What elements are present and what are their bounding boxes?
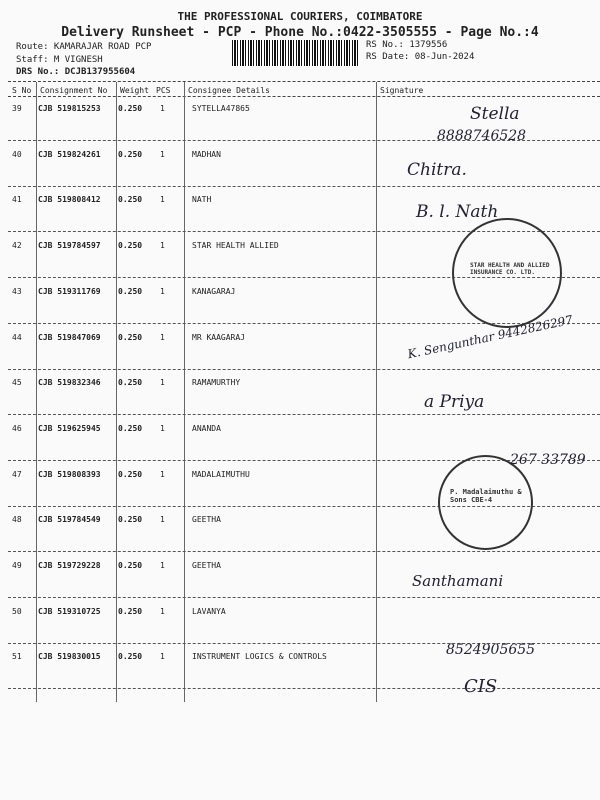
signature-51: CIS bbox=[464, 676, 498, 697]
drs-number: DRS No.: DCJB137955604 bbox=[16, 67, 136, 77]
consignment-number: CJB 519729228 bbox=[38, 561, 101, 570]
consignment-number: CJB 519625945 bbox=[38, 423, 101, 433]
sno: 43 bbox=[12, 286, 22, 296]
consignee-name: KANAGARAJ bbox=[192, 286, 236, 296]
weight: 0.250 bbox=[118, 195, 143, 205]
signature-45: a Priya bbox=[424, 392, 485, 412]
weight: 0.250 bbox=[118, 469, 143, 479]
sno: 47 bbox=[12, 469, 22, 479]
weight: 0.250 bbox=[118, 606, 143, 616]
pcs: 1 bbox=[160, 561, 165, 570]
runsheet-subtitle: Delivery Runsheet - PCP - Phone No.:0422-3505555 - Page No.:4 bbox=[61, 25, 539, 40]
pcs: 1 bbox=[160, 195, 165, 205]
consignment-number: CJB 519830015 bbox=[38, 652, 101, 662]
sno: 46 bbox=[12, 423, 22, 433]
col-header-pcs: PCS bbox=[156, 86, 171, 95]
row-divider bbox=[8, 688, 600, 689]
pcs: 1 bbox=[160, 606, 165, 616]
consignment-number: CJB 519310725 bbox=[38, 606, 101, 616]
row-divider bbox=[8, 597, 600, 598]
sno: 40 bbox=[12, 149, 22, 159]
consignment-number: CJB 519784597 bbox=[38, 241, 101, 251]
weight: 0.250 bbox=[118, 561, 143, 570]
table-row bbox=[8, 150, 600, 195]
signature-50: 8524905655 bbox=[446, 642, 536, 658]
barcode-image bbox=[232, 40, 360, 66]
sno: 48 bbox=[12, 515, 22, 525]
col-header-sno: S No bbox=[12, 86, 32, 95]
weight: 0.250 bbox=[118, 652, 143, 662]
header-divider bbox=[8, 81, 600, 82]
pcs: 1 bbox=[160, 469, 165, 479]
consignee-name: SYTELLA47865 bbox=[192, 104, 250, 113]
table-row bbox=[8, 652, 600, 697]
sno: 50 bbox=[12, 606, 22, 616]
table-row bbox=[8, 378, 600, 423]
consignment-number: CJB 519832346 bbox=[38, 378, 101, 388]
consignee-name: LAVANYA bbox=[192, 606, 226, 616]
pcs: 1 bbox=[160, 515, 165, 525]
signature-41: B. l. Nath bbox=[416, 202, 499, 222]
weight: 0.250 bbox=[118, 378, 143, 388]
weight: 0.250 bbox=[118, 423, 143, 433]
pcs: 1 bbox=[160, 378, 165, 388]
sno: 44 bbox=[12, 332, 22, 342]
col-header-signature: Signature bbox=[380, 86, 424, 95]
stamp-text: P. Madalaimuthu & Sons CBE-4 bbox=[450, 488, 522, 504]
pcs: 1 bbox=[160, 149, 165, 159]
pcs: 1 bbox=[160, 286, 165, 296]
consignment-number: CJB 519808412 bbox=[38, 195, 101, 205]
rs-date: RS Date: 08-Jun-2024 bbox=[366, 52, 475, 62]
consignee-name: MR KAAGARAJ bbox=[192, 332, 245, 342]
row-divider bbox=[8, 414, 600, 415]
pcs: 1 bbox=[160, 241, 165, 251]
sno: 49 bbox=[12, 561, 22, 570]
row-divider bbox=[8, 551, 600, 552]
row-divider bbox=[8, 369, 600, 370]
consignment-number: CJB 519847069 bbox=[38, 332, 101, 342]
consignee-name: STAR HEALTH ALLIED bbox=[192, 241, 279, 251]
table-row bbox=[8, 561, 600, 606]
pcs: 1 bbox=[160, 104, 165, 113]
rs-number: RS No.: 1379556 bbox=[366, 40, 448, 50]
weight: 0.250 bbox=[118, 332, 143, 342]
pcs: 1 bbox=[160, 332, 165, 342]
consignment-number: CJB 519808393 bbox=[38, 469, 101, 479]
signature-39-phone: 8888746528 bbox=[437, 128, 527, 144]
sno: 42 bbox=[12, 241, 22, 251]
row-divider bbox=[8, 186, 600, 187]
consignee-name: GEETHA bbox=[192, 515, 221, 525]
sno: 41 bbox=[12, 195, 22, 205]
signature-47: 267 33789 bbox=[510, 452, 586, 468]
consignee-name: MADHAN bbox=[192, 149, 221, 159]
signature-44: K. Sengunthar 9442826297 bbox=[406, 312, 575, 362]
col-header-weight: Weight bbox=[120, 86, 149, 95]
stamp-text: STAR HEALTH AND ALLIED INSURANCE CO. LTD. bbox=[470, 262, 550, 276]
signature-39: Stella bbox=[470, 104, 520, 124]
weight: 0.250 bbox=[118, 515, 143, 525]
route-label: Route: KAMARAJAR ROAD PCP bbox=[16, 42, 152, 52]
pcs: 1 bbox=[160, 652, 165, 662]
consignee-name: NATH bbox=[192, 195, 212, 205]
weight: 0.250 bbox=[118, 149, 143, 159]
consignee-name: RAMAMURTHY bbox=[192, 378, 241, 388]
pcs: 1 bbox=[160, 423, 165, 433]
signature-40: Chitra. bbox=[407, 160, 467, 180]
consignee-name: MADALAIMUTHU bbox=[192, 469, 250, 479]
consignee-name: ANANDA bbox=[192, 423, 221, 433]
consignment-number: CJB 519815253 bbox=[38, 104, 101, 113]
col-header-consignment: Consignment No bbox=[40, 86, 108, 95]
consignment-number: CJB 519824261 bbox=[38, 149, 101, 159]
weight: 0.250 bbox=[118, 241, 143, 251]
weight: 0.250 bbox=[118, 104, 143, 113]
consignee-name: INSTRUMENT LOGICS & CONTROLS bbox=[192, 652, 327, 662]
consignment-number: CJB 519784549 bbox=[38, 515, 101, 525]
sno: 45 bbox=[12, 378, 22, 388]
signature-49: Santhamani bbox=[412, 572, 504, 590]
staff-label: Staff: M VIGNESH bbox=[16, 55, 103, 65]
col-header-consignee: Consignee Details bbox=[188, 86, 270, 95]
consignment-number: CJB 519311769 bbox=[38, 286, 101, 296]
weight: 0.250 bbox=[118, 286, 143, 296]
sno: 51 bbox=[12, 652, 22, 662]
consignee-name: GEETHA bbox=[192, 561, 221, 570]
column-header-divider bbox=[8, 96, 600, 97]
sno: 39 bbox=[12, 104, 22, 113]
company-title: THE PROFESSIONAL COURIERS, COIMBATORE bbox=[177, 10, 423, 23]
